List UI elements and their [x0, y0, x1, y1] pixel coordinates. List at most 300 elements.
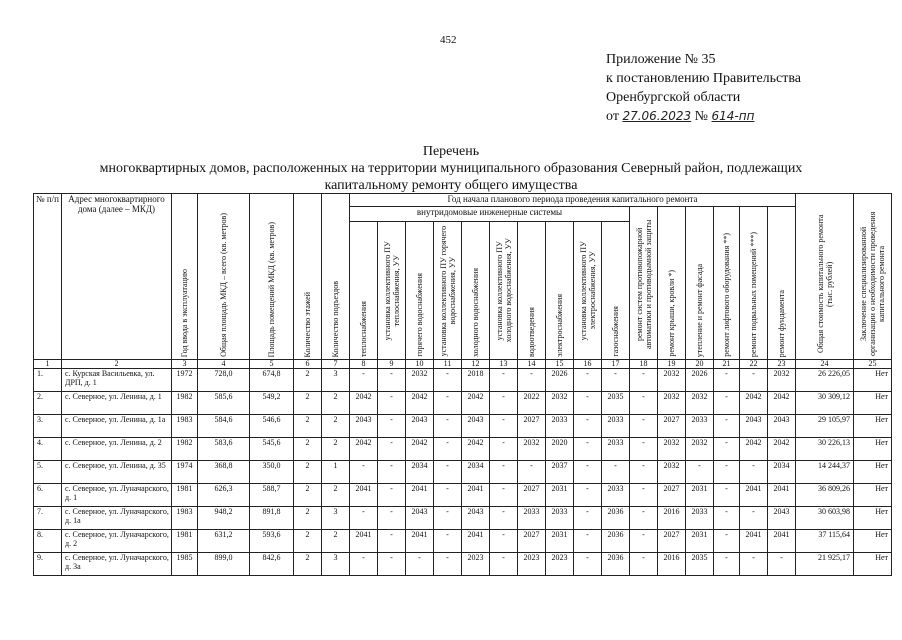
table-cell: с. Северное, ул. Ленина, д. 2 — [62, 438, 172, 461]
table-cell: 626,3 — [198, 484, 250, 507]
table-cell: 2 — [294, 507, 322, 530]
table-cell: - — [714, 530, 740, 553]
header-c13: установка коллективного ПУ холодного водоснабжения, УУ — [490, 221, 518, 359]
table-cell: 2041 — [406, 484, 434, 507]
table-cell: 1974 — [172, 461, 198, 484]
table-cell: Нет — [854, 484, 892, 507]
table-cell: - — [740, 369, 768, 392]
column-number: 25 — [854, 360, 892, 369]
title-line-2: многоквартирных домов, расположенных на территории муниципального образования Северный район, подлежащих — [99, 161, 803, 176]
table-cell: 5. — [34, 461, 62, 484]
table-cell: с. Северное, ул. Луначарского, д. 3а — [62, 553, 172, 576]
table-cell: - — [602, 461, 630, 484]
table-cell: 1983 — [172, 415, 198, 438]
table-cell: - — [714, 392, 740, 415]
table-cell: 2023 — [462, 553, 490, 576]
table-cell: 30 603,98 — [796, 507, 854, 530]
table-row — [34, 530, 892, 553]
table-cell: - — [350, 461, 378, 484]
appendix-number: 614-пп — [711, 109, 755, 123]
table-cell: Нет — [854, 530, 892, 553]
table-cell: - — [630, 553, 658, 576]
table-cell: 21 925,17 — [796, 553, 854, 576]
table-cell: - — [574, 507, 602, 530]
table-cell: 2 — [294, 484, 322, 507]
column-number: 1 — [34, 360, 62, 369]
table-cell: 350,0 — [250, 461, 294, 484]
table-cell: - — [714, 438, 740, 461]
table-cell: - — [630, 369, 658, 392]
table-cell: - — [740, 461, 768, 484]
table-cell: 588,7 — [250, 484, 294, 507]
table-cell: 3 — [322, 553, 350, 576]
table-cell: 2 — [322, 392, 350, 415]
column-number: 4 — [198, 360, 250, 369]
table-cell: 728,0 — [198, 369, 250, 392]
table-cell: 2041 — [462, 530, 490, 553]
table-cell: 14 244,37 — [796, 461, 854, 484]
table-cell: - — [490, 438, 518, 461]
table-cell: 2041 — [740, 484, 768, 507]
table-cell: 948,2 — [198, 507, 250, 530]
table-cell: Нет — [854, 392, 892, 415]
table-cell: - — [490, 392, 518, 415]
column-number: 2 — [62, 360, 172, 369]
table-cell: 3. — [34, 415, 62, 438]
table-cell: 2033 — [546, 507, 574, 530]
table-cell: 2043 — [462, 415, 490, 438]
table-cell: 1982 — [172, 438, 198, 461]
appendix-line-2: к постановлению Правительства — [606, 71, 802, 86]
table-cell: - — [434, 530, 462, 553]
table-cell: - — [378, 553, 406, 576]
table-cell: 631,2 — [198, 530, 250, 553]
table-cell: 2033 — [518, 507, 546, 530]
table-cell: Нет — [854, 461, 892, 484]
table-cell: 2042 — [406, 438, 434, 461]
table-cell: - — [434, 484, 462, 507]
table-cell: 2 — [294, 553, 322, 576]
table-cell: 2043 — [350, 415, 378, 438]
table-cell: с. Северное, ул. Ленина, д. 1а — [62, 415, 172, 438]
table-cell: - — [490, 415, 518, 438]
header-floors: Количество этажей — [294, 194, 322, 360]
table-cell: - — [350, 507, 378, 530]
header-c19: ремонт крыши, кровли *) — [658, 207, 686, 360]
table-cell: 2035 — [686, 553, 714, 576]
table-cell: 2 — [294, 461, 322, 484]
table-cell: Нет — [854, 553, 892, 576]
table-cell: 2041 — [350, 530, 378, 553]
header-c17: газоснабжения — [602, 221, 630, 359]
table-cell: 2 — [322, 438, 350, 461]
table-cell: - — [434, 553, 462, 576]
table-cell: 2032 — [686, 392, 714, 415]
table-cell: 2 — [294, 438, 322, 461]
table-cell: 2036 — [602, 553, 630, 576]
column-number: 18 — [630, 360, 658, 369]
table-cell: 29 105,97 — [796, 415, 854, 438]
table-cell: 2042 — [768, 392, 796, 415]
column-number: 14 — [518, 360, 546, 369]
table-cell: с. Северное, ул. Ленина, д. 1 — [62, 392, 172, 415]
header-systems: внутридомовые инженерные системы — [350, 207, 630, 222]
table-cell: 2042 — [740, 392, 768, 415]
table-cell: - — [602, 369, 630, 392]
table-cell: - — [630, 484, 658, 507]
table-cell: 2031 — [686, 530, 714, 553]
table-cell: 3 — [322, 369, 350, 392]
header-c11: установка коллективного ПУ горячего водоснабжения, УУ — [434, 221, 462, 359]
table-cell: 3 — [322, 507, 350, 530]
table-cell: с. Северное, ул. Луначарского, д. 2 — [62, 530, 172, 553]
table-cell: - — [714, 484, 740, 507]
table-cell: 2034 — [462, 461, 490, 484]
table-cell: 899,0 — [198, 553, 250, 576]
table-cell: 2 — [294, 369, 322, 392]
table-cell: - — [574, 484, 602, 507]
table-cell: 2027 — [518, 484, 546, 507]
table-cell: Нет — [854, 415, 892, 438]
table-cell: 2. — [34, 392, 62, 415]
header-cost: Общая стоимость капитального ремонта (тыс. рублей) — [796, 194, 854, 360]
table-cell: 2042 — [462, 438, 490, 461]
table-cell: - — [518, 369, 546, 392]
table-cell: 593,6 — [250, 530, 294, 553]
table-cell: 2033 — [602, 415, 630, 438]
table-cell: 2042 — [768, 438, 796, 461]
table-row — [34, 369, 892, 392]
table-cell: - — [574, 392, 602, 415]
header-idx: № п/п — [34, 194, 62, 360]
table-cell: - — [378, 507, 406, 530]
houses-table — [33, 193, 892, 576]
table-cell: - — [378, 530, 406, 553]
table-cell: 1 — [322, 461, 350, 484]
table-cell: 2043 — [462, 507, 490, 530]
table-body — [34, 360, 892, 576]
appendix-number-prefix: № — [694, 109, 709, 124]
column-number: 6 — [294, 360, 322, 369]
header-conclusion: Заключение специализированной организации о необходимости проведения капитального ремонта — [854, 194, 892, 360]
table-cell: - — [434, 461, 462, 484]
table-cell: 2031 — [686, 484, 714, 507]
table-cell: - — [768, 553, 796, 576]
table-row — [34, 553, 892, 576]
table-cell: - — [714, 461, 740, 484]
table-cell: 368,8 — [198, 461, 250, 484]
table-cell: 2032 — [658, 369, 686, 392]
table-cell: 2016 — [658, 507, 686, 530]
table-cell: - — [378, 392, 406, 415]
table-cell: 2027 — [518, 530, 546, 553]
table-cell: 2016 — [658, 553, 686, 576]
table-cell: - — [574, 553, 602, 576]
table-cell: - — [686, 461, 714, 484]
table-cell: 583,6 — [198, 438, 250, 461]
table-cell: - — [574, 369, 602, 392]
table-cell: 2 — [322, 415, 350, 438]
column-number: 22 — [740, 360, 768, 369]
table-cell: - — [714, 369, 740, 392]
table-cell: 7. — [34, 507, 62, 530]
header-c18: ремонт систем противопожарной автоматики и противодымной защиты — [630, 207, 658, 360]
column-number: 9 — [378, 360, 406, 369]
column-number: 16 — [574, 360, 602, 369]
header-c14: водоотведения — [518, 221, 546, 359]
column-number: 24 — [796, 360, 854, 369]
column-number: 11 — [434, 360, 462, 369]
table-cell: 36 809,26 — [796, 484, 854, 507]
table-cell: 2032 — [658, 438, 686, 461]
table-cell: 2 — [322, 484, 350, 507]
table-cell: - — [574, 461, 602, 484]
table-cell: - — [518, 461, 546, 484]
table-cell: с. Северное, ул. Луначарского, д. 1а — [62, 507, 172, 530]
table-cell: 2022 — [518, 392, 546, 415]
table-cell: 2032 — [546, 392, 574, 415]
table-cell: 2033 — [686, 415, 714, 438]
table-cell: - — [434, 415, 462, 438]
table-cell: 26 226,05 — [796, 369, 854, 392]
table-cell: 2034 — [406, 461, 434, 484]
table-cell: - — [378, 369, 406, 392]
table-row — [34, 507, 892, 530]
document-title — [0, 143, 902, 194]
column-number-row — [34, 360, 892, 369]
table-cell: с. Северное, ул. Луначарского, д. 1 — [62, 484, 172, 507]
table-cell: 2031 — [546, 484, 574, 507]
table-cell: - — [490, 461, 518, 484]
table-cell: 2042 — [350, 438, 378, 461]
table-cell: 2036 — [602, 507, 630, 530]
column-number: 20 — [686, 360, 714, 369]
table-cell: 2041 — [768, 530, 796, 553]
table-cell: 2032 — [686, 438, 714, 461]
table-cell: 2027 — [658, 415, 686, 438]
table-cell: 2034 — [768, 461, 796, 484]
column-number: 13 — [490, 360, 518, 369]
table-row — [34, 461, 892, 484]
column-number: 12 — [462, 360, 490, 369]
header-c10: горячего водоснабжения — [406, 221, 434, 359]
table-cell: - — [378, 438, 406, 461]
column-number: 5 — [250, 360, 294, 369]
table-cell: 2023 — [518, 553, 546, 576]
table-cell: 2043 — [406, 415, 434, 438]
table-cell: 549,2 — [250, 392, 294, 415]
table-cell: 2041 — [768, 484, 796, 507]
table-cell: - — [574, 530, 602, 553]
table-cell: 2036 — [602, 530, 630, 553]
table-cell: - — [574, 415, 602, 438]
table-cell: 30 226,13 — [796, 438, 854, 461]
table-cell: - — [630, 415, 658, 438]
table-cell: 2035 — [602, 392, 630, 415]
table-cell: 2042 — [406, 392, 434, 415]
table-cell: - — [490, 484, 518, 507]
table-row — [34, 415, 892, 438]
header-c23: ремонт фундамента — [768, 207, 796, 360]
table-cell: - — [630, 438, 658, 461]
header-total-area: Общая площадь МКД – всего (кв. метров) — [198, 194, 250, 360]
table-cell: 2027 — [658, 530, 686, 553]
header-c21: ремонт лифтового оборудования **) — [714, 207, 740, 360]
header-entrances: Количество подъездов — [322, 194, 350, 360]
column-number: 17 — [602, 360, 630, 369]
table-cell: - — [350, 553, 378, 576]
table-cell: 6. — [34, 484, 62, 507]
table-cell: Нет — [854, 438, 892, 461]
title-line-1: Перечень — [422, 144, 480, 159]
table-cell: - — [490, 369, 518, 392]
table-cell: 2 — [322, 530, 350, 553]
header-address: Адрес многоквартирного дома (далее – МКД) — [62, 194, 172, 360]
table-cell: 1982 — [172, 392, 198, 415]
appendix-date: 27.06.2023 — [622, 109, 692, 123]
table-cell: 30 309,12 — [796, 392, 854, 415]
header-c22: ремонт подвальных помещений ***) — [740, 207, 768, 360]
appendix-line-4 — [606, 107, 801, 126]
table-cell: - — [378, 484, 406, 507]
table-cell: - — [490, 530, 518, 553]
table-cell: 2 — [294, 530, 322, 553]
table-cell: 674,8 — [250, 369, 294, 392]
table-cell: 4. — [34, 438, 62, 461]
table-cell: 2043 — [406, 507, 434, 530]
table-cell: - — [378, 415, 406, 438]
table-cell: 2027 — [658, 484, 686, 507]
header-c12: холодного водоснабжения — [462, 221, 490, 359]
table-row — [34, 438, 892, 461]
table-cell: - — [434, 369, 462, 392]
header-c9: установка коллективного ПУ теплоснабжения, УУ — [378, 221, 406, 359]
table-cell: 2041 — [406, 530, 434, 553]
header-c20: утепление и ремонт фасада — [686, 207, 714, 360]
table-cell: - — [434, 438, 462, 461]
table-cell: с. Курская Васильевка, ул. ДРП, д. 1 — [62, 369, 172, 392]
table-cell: - — [714, 415, 740, 438]
table-cell: - — [378, 461, 406, 484]
table-cell: 2032 — [518, 438, 546, 461]
header-year: Год ввода в эксплуатацию — [172, 194, 198, 360]
column-number: 23 — [768, 360, 796, 369]
table-cell: - — [740, 507, 768, 530]
table-cell: 585,6 — [198, 392, 250, 415]
table-cell: 2041 — [740, 530, 768, 553]
appendix-date-prefix: от — [606, 109, 619, 124]
column-number: 21 — [714, 360, 740, 369]
table-cell: 2033 — [602, 438, 630, 461]
table-cell: 2043 — [740, 415, 768, 438]
header-c16: установка коллективного ПУ электроснабжения, УУ — [574, 221, 602, 359]
table-cell: - — [490, 507, 518, 530]
table-cell: 2023 — [546, 553, 574, 576]
header-c15: электроснабжения — [546, 221, 574, 359]
title-line-3: капитальному ремонту общего имущества — [324, 178, 578, 193]
header-premises-area: Площадь помещений МКД (кв. метров) — [250, 194, 294, 360]
table-cell: 2042 — [740, 438, 768, 461]
table-cell: 2042 — [350, 392, 378, 415]
table-cell: 584,6 — [198, 415, 250, 438]
table-cell: 8. — [34, 530, 62, 553]
table-cell: 2032 — [658, 392, 686, 415]
table-cell: 2033 — [602, 484, 630, 507]
table-cell: - — [740, 553, 768, 576]
column-number: 10 — [406, 360, 434, 369]
appendix-block — [606, 50, 801, 126]
table-cell: 2020 — [546, 438, 574, 461]
table-cell: 1981 — [172, 530, 198, 553]
table-cell: 2 — [294, 415, 322, 438]
appendix-line-1: Приложение № 35 — [606, 52, 716, 67]
table-cell: 2033 — [546, 415, 574, 438]
table-cell: - — [630, 507, 658, 530]
appendix-line-3: Оренбургской области — [606, 90, 741, 105]
table-cell: - — [630, 461, 658, 484]
table-cell: 1983 — [172, 507, 198, 530]
table-cell: 1981 — [172, 484, 198, 507]
table-cell: - — [714, 507, 740, 530]
table-cell: 2042 — [462, 392, 490, 415]
table-cell: 2032 — [658, 461, 686, 484]
header-period: Год начала планового периода проведения капитального ремонта — [350, 194, 796, 207]
table-cell: 1985 — [172, 553, 198, 576]
header-c8: теплоснабжения — [350, 221, 378, 359]
table-cell: Нет — [854, 507, 892, 530]
table-cell: с. Северное, ул. Ленина, д. 35 — [62, 461, 172, 484]
table-cell: 2043 — [768, 415, 796, 438]
table-cell: 2027 — [518, 415, 546, 438]
column-number: 19 — [658, 360, 686, 369]
table-cell: 2026 — [686, 369, 714, 392]
table-cell: 2033 — [686, 507, 714, 530]
table-cell: 2041 — [350, 484, 378, 507]
table-cell: 2037 — [546, 461, 574, 484]
table-cell: 2043 — [768, 507, 796, 530]
table-cell: - — [630, 530, 658, 553]
table-cell: - — [574, 438, 602, 461]
table-cell: - — [490, 553, 518, 576]
table-cell: 545,6 — [250, 438, 294, 461]
table-cell: - — [630, 392, 658, 415]
page-number: 452 — [440, 34, 457, 46]
table-cell: - — [714, 553, 740, 576]
table-cell: 2041 — [462, 484, 490, 507]
table-cell: 2031 — [546, 530, 574, 553]
table-cell: 842,6 — [250, 553, 294, 576]
table-cell: Нет — [854, 369, 892, 392]
table-cell: 2 — [294, 392, 322, 415]
table-row — [34, 484, 892, 507]
column-number: 15 — [546, 360, 574, 369]
table-row — [34, 392, 892, 415]
table-cell: - — [434, 507, 462, 530]
table-cell: 891,8 — [250, 507, 294, 530]
table-cell: 2032 — [768, 369, 796, 392]
table-cell: 2018 — [462, 369, 490, 392]
column-number: 7 — [322, 360, 350, 369]
table-cell: 9. — [34, 553, 62, 576]
table-cell: - — [406, 553, 434, 576]
table-cell: 1972 — [172, 369, 198, 392]
column-number: 8 — [350, 360, 378, 369]
table-cell: - — [434, 392, 462, 415]
table-cell: 2032 — [406, 369, 434, 392]
table-cell: 1. — [34, 369, 62, 392]
table-cell: 37 115,64 — [796, 530, 854, 553]
column-number: 3 — [172, 360, 198, 369]
